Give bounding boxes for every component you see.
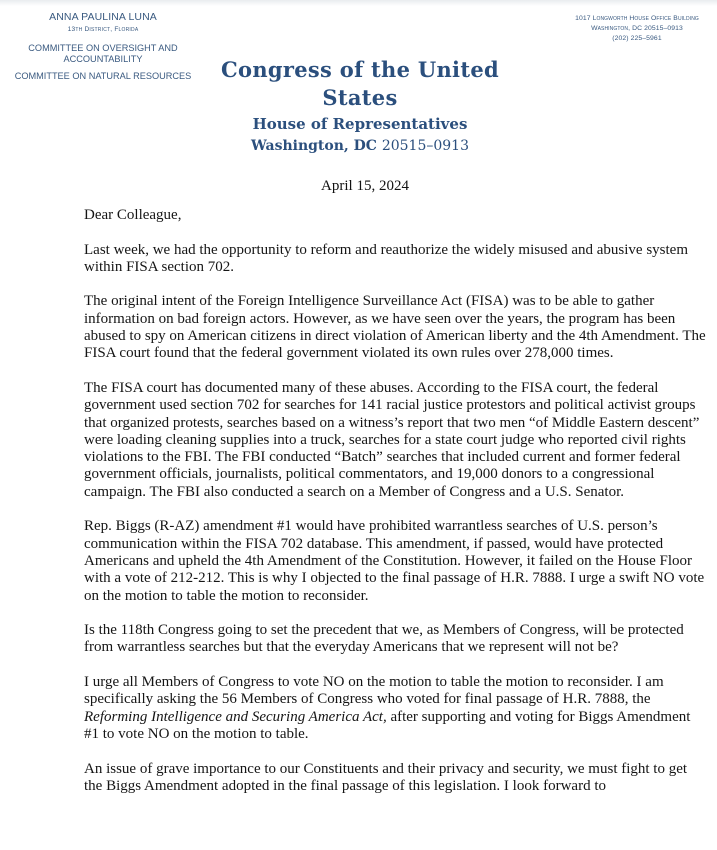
office-address-block [548, 14, 717, 43]
paragraph-4: Rep. Biggs (R-AZ) amendment #1 would have prohibited warrantless searches of U.S. person’s communication within the FISA 702 database. This amendment, if passed, would have protected Americans and upheld the 4th Amendment of the Constitution. However, it failed on the House Floor with a vote of 212-212. This is why I objected to the final passage of H.R. 7888. I urge a swift NO vote on the motion to table the motion to reconsider. [84, 518, 705, 604]
committee-oversight-line1: COMMITTEE ON OVERSIGHT AND [28, 43, 178, 53]
letter-body [84, 207, 709, 812]
paragraph-6-lead: I urge all Members of Congress to vote NO on the motion to table the motion to reconsider. I am specifically asking the 56 Members of Congress who voted for final passage of H.R. 7888, the [84, 674, 664, 708]
member-info-block [0, 11, 206, 82]
committee-oversight [0, 43, 206, 64]
top-shadow [0, 0, 717, 6]
committee-natural-resources: COMMITTEE ON NATURAL RESOURCES [14, 71, 192, 81]
letterhead-zip: 20515–0913 [381, 138, 469, 154]
office-phone: (202) 225–5961 [612, 34, 662, 42]
paragraph-5: Is the 118th Congress going to set the precedent that we, as Members of Congress, will be protected from warrantless searches but that the everyday Americans that we represent will not be? [84, 622, 684, 656]
paragraph-6 [84, 674, 709, 743]
paragraph-2: The original intent of the Foreign Intelligence Surveillance Act (FISA) was to be able to gather information on bad foreign actors. However, as we have seen over the years, the program has been abused to spy on American citizens in direct violation of American liberty and the 4th Amendment. The FISA court found that the federal government violated its own rules over 278,000 times. [84, 293, 706, 362]
letterhead-city-name: Washington, DC [251, 138, 377, 154]
congress-letterhead [200, 56, 520, 157]
office-building: 1017 Longworth House Office Building [575, 15, 699, 22]
house-subtitle: House of Representatives [252, 115, 468, 133]
paragraph-1: Last week, we had the opportunity to reform and reauthorize the widely misused and abusive system within FISA section 702. [84, 241, 688, 275]
act-title: Reforming Intelligence and Securing America Act, [84, 708, 387, 725]
member-name: ANNA PAULINA LUNA [49, 11, 157, 23]
office-city: Washington, DC 20515–0913 [591, 24, 683, 32]
paragraph-6-tail: after supporting and voting for Biggs Amendment #1 to vote NO on the motion to table. [84, 708, 691, 742]
paragraph-7: An issue of grave importance to our Constituents and their privacy and security, we must fight to get the Biggs Amendment adopted in the final passage of this legislation. I look forward to [84, 760, 688, 794]
committee-oversight-line2: ACCOUNTABILITY [63, 53, 143, 64]
letter-date: April 15, 2024 [321, 178, 409, 194]
paragraph-3: The FISA court has documented many of these abuses. According to the FISA court, the federal government used section 702 for searches for 141 racial justice protestors and political activist groups that organized protests, searches based on a witness’s report that two men “of Middle Eastern descent” were loading cleaning supplies into a truck, searches for a state court judge who reported civil rights violations to the FBI. The FBI conducted “Batch” searches that included current and former federal government officials, journalists, political commentators, and 19,000 donors to a congressional campaign. The FBI also conducted a search on a Member of Congress and a U.S. Senator. [84, 379, 700, 500]
congress-title: Congress of the United States [221, 57, 499, 110]
letterhead-city [200, 135, 520, 157]
member-district: 13th District, Florida [67, 26, 139, 33]
salutation: Dear Colleague, [84, 207, 182, 223]
